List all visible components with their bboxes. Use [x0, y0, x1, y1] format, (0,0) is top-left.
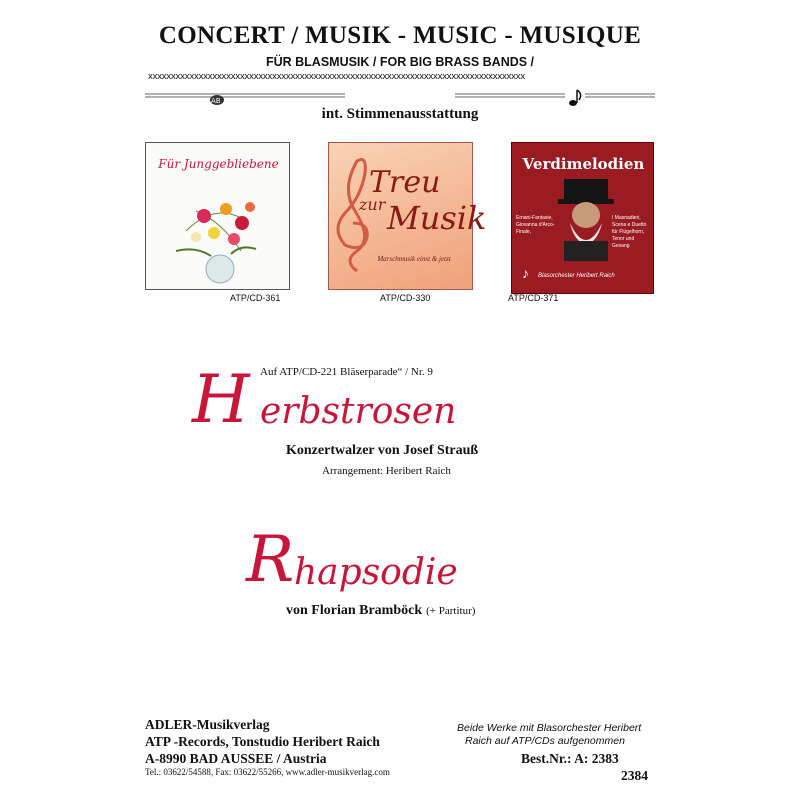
music-note-icon: [569, 90, 581, 106]
cd-cover-3: [511, 142, 654, 294]
cd3-left-text: Ernani-Fantasie, Giovanna d'Arco-Finale,: [516, 215, 555, 235]
piece1-title: [192, 360, 512, 450]
cd2-title-line2: zur: [359, 195, 386, 214]
recording-note: [457, 722, 641, 748]
cd2-code: ATP/CD-330: [380, 293, 431, 303]
voice-equipment-label: int. Stimmenausstattung: [321, 106, 479, 122]
publisher-city: A-8990 BAD AUSSEE / Austria: [145, 751, 327, 766]
cd2-title-line3: Musik: [387, 199, 487, 237]
order-number-second: 2384: [621, 768, 648, 783]
piece2-title: [246, 522, 506, 602]
cd3-code: ATP/CD-371: [508, 293, 559, 303]
piece2-composer: von Florian Bramböck: [286, 603, 423, 618]
piece1-rest: erbstrosen: [260, 391, 457, 432]
cd1-code: ATP/CD-361: [230, 293, 281, 303]
recording-note-line2: Raich auf ATP/CDs aufgenommen: [465, 735, 625, 747]
piece1-initial: H: [192, 361, 250, 438]
cd3-bottom: Blasorchester Heribert Raich: [538, 273, 615, 279]
music-note-icon: ♪: [522, 267, 529, 282]
cd-cover-1: [145, 142, 290, 290]
page-title: CONCERT / MUSIK - MUSIC - MUSIQUE: [158, 22, 642, 49]
piece2-extra: (+ Partitur): [426, 605, 476, 617]
cd-cover-2: [328, 142, 487, 290]
piece2-rest: hapsodie: [294, 552, 458, 593]
piece1-arrangement: Arrangement: Heribert Raich: [322, 465, 451, 477]
cd1-title: Für Junggebliebene: [158, 157, 279, 171]
x-separator-line: xxxxxxxxxxxxxxxxxxxxxxxxxxxxxxxxxxxxxxxxxxxxxxxxxxxxxxxxxxxxxxxxxxxxxxxxxxxxxxxxxx: [148, 71, 525, 82]
logo-icon: [210, 95, 224, 105]
cd2-note: Marschmusik einst & jetzt: [377, 255, 451, 263]
cd2-title-line1: Treu: [369, 165, 441, 200]
piece1-source: Auf ATP/CD-221 Bläserparade“ / Nr. 9: [260, 366, 433, 378]
piece2-credits: [286, 601, 475, 619]
piece1-subtitle: Konzertwalzer von Josef Strauß: [286, 443, 479, 458]
publisher-contact: Tel.: 03622/54588, Fax: 03622/55266, www.adler-musikverlag.com: [145, 767, 390, 777]
recording-note-line1: Beide Werke mit Blasorchester Heribert: [457, 722, 642, 734]
portrait-icon: [554, 175, 618, 261]
cd3-title: Verdimelodien: [522, 155, 645, 173]
publisher-name: ADLER-Musikverlag: [145, 717, 270, 732]
footer-publisher-block: [145, 716, 390, 777]
records-name: ATP -Records, Tonstudio Heribert Raich: [145, 734, 380, 749]
order-number: Best.Nr.: A: 2383: [521, 751, 619, 766]
svg-text:AB: AB: [211, 97, 221, 105]
piece2-initial: R: [246, 523, 295, 597]
flower-bouquet-icon: [146, 171, 291, 291]
cd3-right-text: I Masnadieri, Scena e Duetto für Flügelhorn, Tenor und Gesang: [612, 215, 647, 249]
page-subtitle: FÜR BLASMUSIK / FOR BIG BRASS BANDS /: [265, 55, 535, 69]
